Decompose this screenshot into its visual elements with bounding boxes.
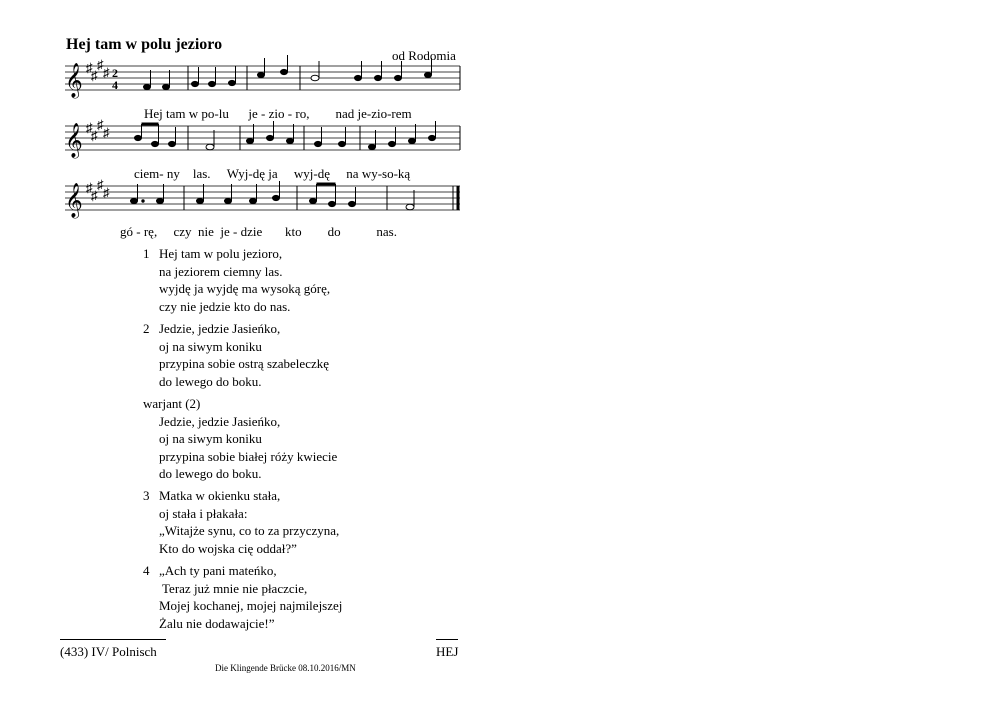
note <box>247 138 254 143</box>
key-signature-icon <box>86 57 110 83</box>
music-staff-2 <box>60 118 460 158</box>
song-title: Hej tam w polu jezioro <box>66 36 223 53</box>
note <box>369 144 376 149</box>
footer-catalog: (433) IV/ Polnisch <box>60 644 157 659</box>
svg-text:♯: ♯ <box>103 185 110 200</box>
svg-text:♯: ♯ <box>91 188 98 203</box>
note <box>406 204 414 210</box>
note <box>310 198 317 203</box>
note <box>152 141 159 146</box>
verse-1: 1 Hej tam w polu jezioro, na jeziorem ciemny las. wyjdę ja wyjdę ma wysoką górę, czy nie jedzie kto do nas. <box>143 246 331 314</box>
note <box>225 198 232 203</box>
treble-clef-icon: 𝄞 <box>65 124 83 157</box>
note <box>375 75 382 80</box>
note <box>169 141 176 146</box>
note <box>157 198 164 203</box>
time-signature-top: 2 <box>112 66 118 80</box>
lyric-line-2: ciem- ny las. Wyj-dę ja wyj-dę na wy-so-ką <box>134 166 411 181</box>
footer-rule-right <box>436 639 458 640</box>
note <box>229 80 236 85</box>
note <box>281 69 288 74</box>
footer-rule-left <box>60 639 166 640</box>
svg-text:♯: ♯ <box>97 117 104 132</box>
note <box>144 84 151 89</box>
note <box>425 72 432 77</box>
note <box>250 198 257 203</box>
note <box>409 138 416 143</box>
verse-variant: warjant (2) Jedzie, jedzie Jasieńko, oj na siwym koniku przypina sobie białej róży kwiecie do lewego do boku. <box>130 395 337 483</box>
lyric-line-1: Hej tam w po-lu je - zio - ro, nad je-zio-rem <box>144 106 412 121</box>
note <box>197 198 204 203</box>
note <box>258 72 265 77</box>
note <box>329 201 336 206</box>
note <box>287 138 294 143</box>
time-signature-bottom: 4 <box>112 78 118 92</box>
staff-lines <box>65 186 460 210</box>
svg-text:♯: ♯ <box>86 120 93 135</box>
staff-lines <box>65 126 460 150</box>
verse-4: 4 „Ach ty pani mateńko, Teraz już mnie nie płaczcie, Mojej kochanej, mojej najmilejszej Żalu nie dodawajcie!” <box>143 563 343 631</box>
song-origin: od Rodomia <box>392 48 456 63</box>
note <box>395 75 402 80</box>
note <box>192 81 199 86</box>
verse-number: 3 <box>143 488 150 503</box>
note <box>209 81 216 86</box>
svg-text:♯: ♯ <box>86 180 93 195</box>
note <box>315 141 322 146</box>
svg-text:♯: ♯ <box>103 125 110 140</box>
note <box>355 75 362 80</box>
verse-number: 2 <box>143 321 150 336</box>
note <box>389 141 396 146</box>
verse-number: 1 <box>143 246 150 261</box>
svg-text:♯: ♯ <box>91 128 98 143</box>
notes <box>131 181 415 210</box>
note <box>429 135 436 140</box>
note <box>131 198 138 203</box>
note <box>206 144 214 150</box>
footer-code: HEJ <box>436 644 459 659</box>
note <box>273 195 280 200</box>
note <box>339 141 346 146</box>
verse-number: 4 <box>143 563 150 578</box>
music-staff-1 <box>60 58 460 98</box>
music-staff-3 <box>60 178 460 218</box>
note <box>349 201 356 206</box>
verse-3: 3 Matka w okienku stała, oj stała i płakała: „Witajże synu, co to za przyczyna, Kto do wojska cię oddał?” <box>143 488 340 556</box>
key-signature-icon <box>86 177 110 203</box>
svg-text:♯: ♯ <box>86 60 93 75</box>
lyric-line-3: gó - rę, czy nie je - dzie kto do nas. <box>120 224 397 239</box>
key-signature-icon <box>86 117 110 143</box>
note <box>267 135 274 140</box>
svg-text:♯: ♯ <box>97 57 104 72</box>
variant-label: warjant (2) <box>143 396 201 411</box>
treble-clef-icon: 𝄞 <box>65 64 83 97</box>
svg-text:♯: ♯ <box>91 68 98 83</box>
treble-clef-icon: 𝄞 <box>65 184 83 217</box>
footer-credit: Die Klingende Brücke 08.10.2016/MN <box>215 663 356 673</box>
note <box>163 84 170 89</box>
svg-text:♯: ♯ <box>103 65 110 80</box>
notes <box>135 121 436 150</box>
note <box>311 75 319 81</box>
svg-text:♯: ♯ <box>97 177 104 192</box>
note <box>135 135 142 140</box>
verse-2: 2 Jedzie, jedzie Jasieńko, oj na siwym koniku przypina sobie ostrą szabeleczkę do lewego do boku. <box>143 321 330 389</box>
